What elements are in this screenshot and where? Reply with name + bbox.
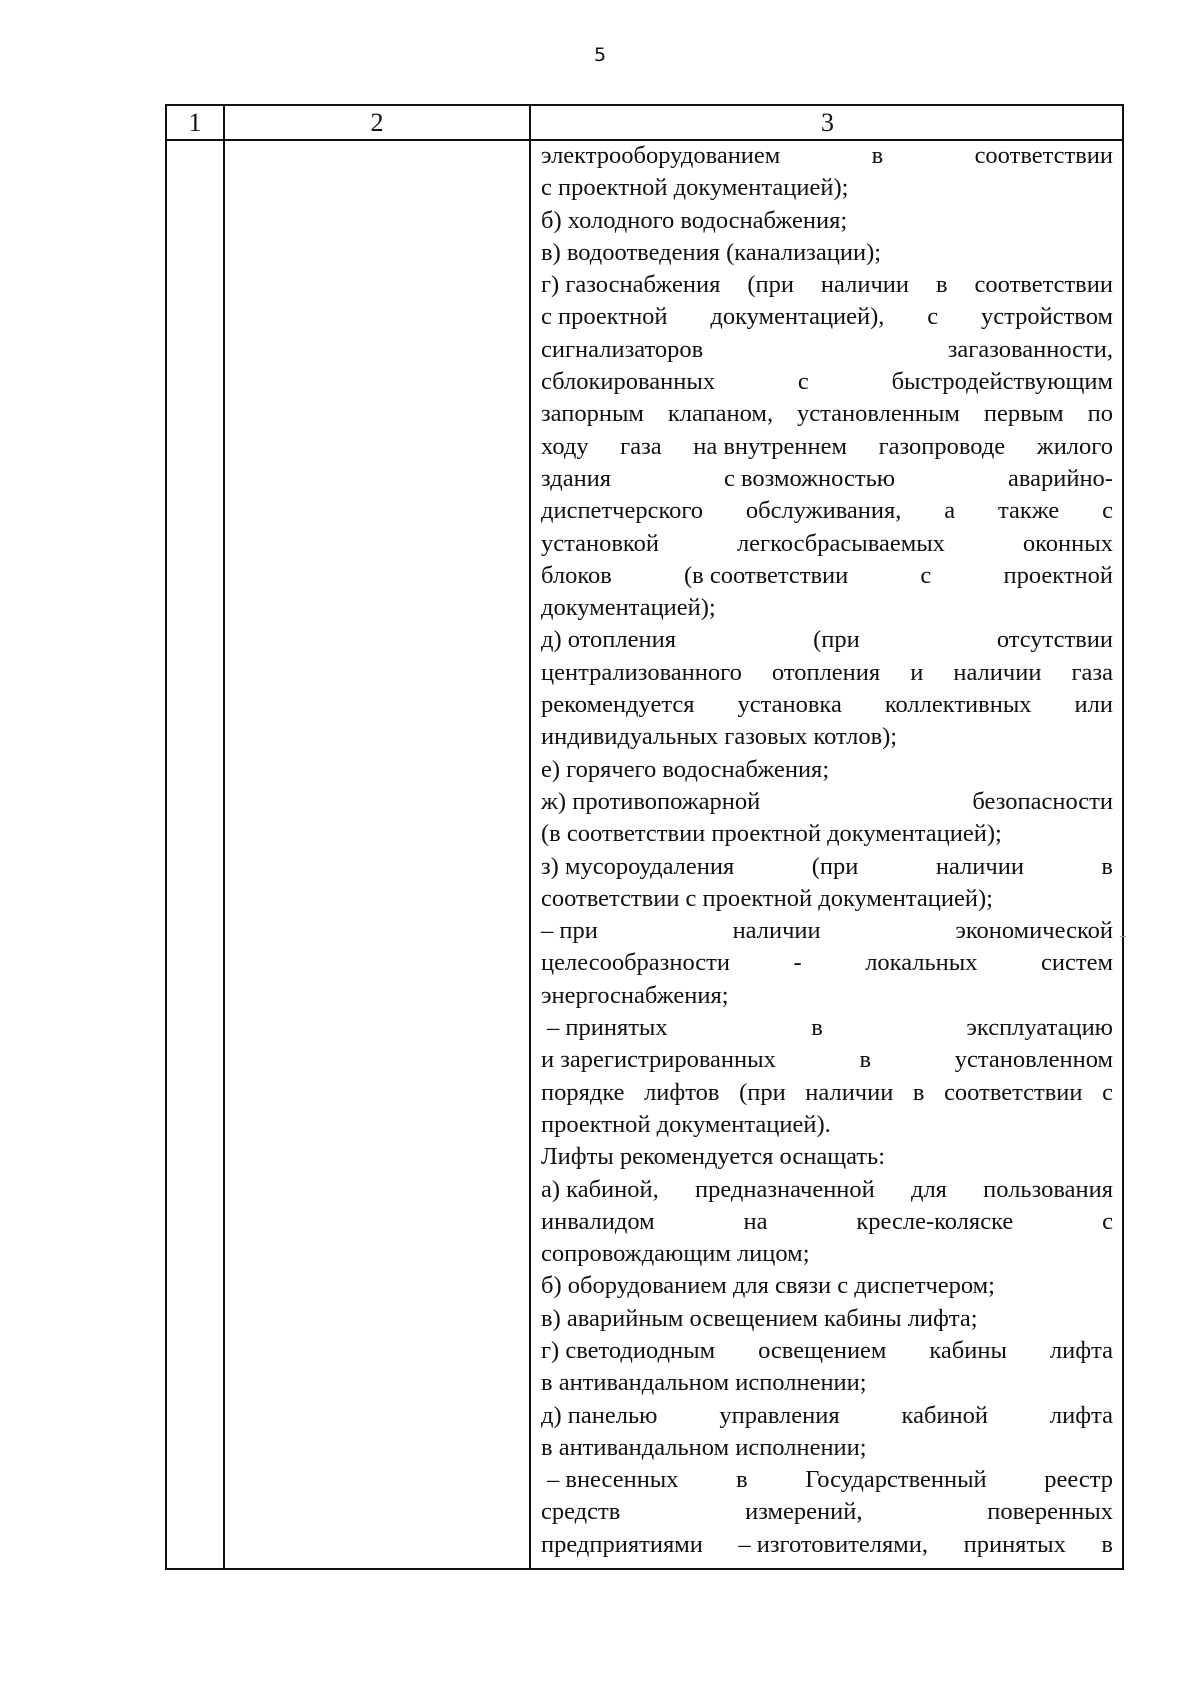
text-fragment: г) газоснабжения xyxy=(541,271,721,299)
text-fragment: наличии xyxy=(820,271,910,299)
header-cell-2: 2 xyxy=(370,108,384,137)
text-line xyxy=(541,140,1113,172)
text-fragment: предназначенной xyxy=(694,1175,875,1203)
text-line xyxy=(541,754,1113,786)
text-fragment: установленным xyxy=(797,400,960,428)
text-fragment: Лифты рекомендуется оснащать: xyxy=(541,1143,886,1171)
text-fragment: в xyxy=(1101,852,1113,880)
table-header-row xyxy=(167,106,1122,141)
text-fragment: с xyxy=(1102,497,1113,525)
text-fragment: здания xyxy=(541,464,612,492)
text-fragment: (при xyxy=(739,1078,786,1106)
text-line xyxy=(541,301,1113,333)
text-fragment: отсутствии xyxy=(996,626,1113,654)
text-fragment: пользования xyxy=(983,1175,1113,1203)
text-line xyxy=(541,883,1113,915)
text-fragment: в xyxy=(736,1466,748,1494)
text-fragment: с xyxy=(1102,1078,1113,1106)
text-line xyxy=(541,431,1113,463)
text-line xyxy=(541,721,1113,753)
text-fragment: освещением xyxy=(758,1336,887,1364)
text-fragment: с проектной документацией); xyxy=(541,174,849,202)
text-fragment: проектной документацией). xyxy=(541,1110,831,1138)
text-line xyxy=(541,1335,1113,1367)
text-fragment: Государственный xyxy=(805,1466,987,1494)
text-fragment: газа xyxy=(620,432,662,460)
text-fragment: коллективных xyxy=(884,691,1032,719)
text-fragment: с xyxy=(920,561,932,589)
text-line xyxy=(541,657,1113,689)
text-fragment: наличии xyxy=(935,852,1024,880)
text-fragment: индивидуальных газовых котлов); xyxy=(541,723,898,751)
scan-mark xyxy=(1120,936,1126,937)
column-divider xyxy=(223,106,225,1568)
text-fragment: с xyxy=(797,368,809,396)
text-fragment: кабины xyxy=(929,1336,1007,1364)
text-line xyxy=(541,1141,1113,1173)
text-fragment: наличии xyxy=(953,658,1042,686)
text-fragment: рекомендуется xyxy=(541,691,695,719)
text-line xyxy=(541,624,1113,656)
text-fragment: в xyxy=(1101,1530,1113,1558)
text-fragment: в xyxy=(811,1014,823,1042)
text-line xyxy=(541,1044,1113,1076)
text-fragment: отопления xyxy=(771,658,881,686)
text-line xyxy=(541,1174,1113,1206)
text-line xyxy=(541,1400,1113,1432)
text-fragment: ж) противопожарной xyxy=(541,787,761,815)
text-line xyxy=(541,786,1113,818)
text-fragment: по xyxy=(1087,400,1113,428)
text-fragment: на внутреннем xyxy=(693,432,847,460)
text-fragment: легкосбрасываемых xyxy=(736,529,945,557)
text-fragment: сблокированных xyxy=(541,368,716,396)
text-fragment: соответствии с проектной документацией); xyxy=(541,884,993,912)
text-fragment: в антивандальном исполнении; xyxy=(541,1433,867,1461)
text-line xyxy=(541,366,1113,398)
text-fragment: для xyxy=(910,1175,947,1203)
text-fragment: наличии xyxy=(805,1078,894,1106)
text-line xyxy=(541,205,1113,237)
text-fragment: д) отопления xyxy=(541,626,677,654)
text-fragment: блоков xyxy=(541,561,612,589)
text-fragment: или xyxy=(1074,691,1113,719)
text-fragment: энергоснабжения; xyxy=(541,981,729,1009)
text-fragment: а) кабиной, xyxy=(541,1175,659,1203)
text-fragment: газопроводе xyxy=(878,432,1006,460)
column-3-text xyxy=(541,140,1113,1561)
text-fragment: управления xyxy=(719,1401,840,1429)
text-line xyxy=(541,689,1113,721)
text-fragment: установленном xyxy=(954,1046,1113,1074)
text-line xyxy=(541,1109,1113,1141)
text-fragment: с возможностью xyxy=(723,464,896,492)
text-fragment: с xyxy=(1102,1207,1113,1235)
text-fragment: (в соответствии xyxy=(683,561,849,589)
text-fragment: также xyxy=(998,497,1060,525)
text-fragment: документацией), xyxy=(710,303,885,331)
text-fragment: е) горячего водоснабжения; xyxy=(541,755,830,783)
text-fragment: с xyxy=(927,303,939,331)
text-line xyxy=(541,334,1113,366)
text-fragment: поверенных xyxy=(987,1498,1113,1526)
text-fragment: кабиной xyxy=(901,1401,989,1429)
text-fragment: и xyxy=(910,658,924,686)
text-fragment: в xyxy=(912,1078,925,1106)
text-fragment: загазованности, xyxy=(947,335,1113,363)
text-fragment: з) мусороудаления xyxy=(541,852,735,880)
text-fragment: устройством xyxy=(980,303,1113,331)
text-fragment: проектной xyxy=(1003,561,1113,589)
text-line xyxy=(541,851,1113,883)
text-fragment: в) аварийным освещением кабины лифта; xyxy=(541,1304,978,1332)
text-fragment: с проектной xyxy=(541,303,668,331)
text-fragment: установкой xyxy=(541,529,659,557)
text-fragment: лифта xyxy=(1049,1336,1113,1364)
text-fragment: диспетчерского xyxy=(541,497,704,525)
text-fragment: – внесенных xyxy=(547,1466,679,1494)
text-fragment: (при xyxy=(813,626,860,654)
text-fragment: лифтов xyxy=(644,1078,720,1106)
text-fragment: сопровождающим лицом; xyxy=(541,1240,810,1268)
text-fragment: ходу xyxy=(541,432,589,460)
document-table xyxy=(165,104,1124,1570)
text-fragment: клапаном, xyxy=(667,400,774,428)
text-fragment: (в соответствии проектной документацией); xyxy=(541,820,1002,848)
text-fragment: б) оборудованием для связи с диспетчером; xyxy=(541,1272,995,1300)
text-line xyxy=(541,1367,1113,1399)
text-fragment: локальных xyxy=(865,949,978,977)
text-line xyxy=(541,1012,1113,1044)
header-cell-3: 3 xyxy=(821,108,834,137)
text-fragment: в xyxy=(871,142,884,169)
text-line xyxy=(541,398,1113,430)
text-line xyxy=(541,1206,1113,1238)
text-line xyxy=(541,528,1113,560)
text-fragment: (при xyxy=(747,271,794,299)
text-fragment: аварийно- xyxy=(1007,464,1113,492)
text-fragment: газа xyxy=(1071,658,1113,686)
text-line xyxy=(541,1464,1113,1496)
text-fragment: - xyxy=(793,949,802,977)
text-fragment: – при xyxy=(541,917,598,945)
text-fragment: порядке xyxy=(541,1078,625,1106)
text-fragment: принятых xyxy=(963,1530,1066,1558)
text-fragment: в) водоотведения (канализации); xyxy=(541,238,882,266)
text-fragment: в антивандальном исполнении; xyxy=(541,1369,867,1397)
text-line xyxy=(541,818,1113,850)
text-fragment: средств xyxy=(541,1498,621,1526)
text-line xyxy=(541,463,1113,495)
text-fragment: документацией); xyxy=(541,594,716,622)
text-fragment: – принятых xyxy=(547,1014,668,1042)
text-fragment: установка xyxy=(737,691,842,719)
text-fragment: эксплуатацию xyxy=(966,1014,1113,1042)
text-line xyxy=(541,1077,1113,1109)
text-fragment: централизованного xyxy=(541,658,742,686)
text-fragment: предприятиями xyxy=(541,1530,703,1558)
text-fragment: а xyxy=(944,497,956,525)
text-line xyxy=(541,1432,1113,1464)
text-fragment: первым xyxy=(983,400,1064,428)
text-fragment: лифта xyxy=(1049,1401,1113,1429)
text-line xyxy=(541,1303,1113,1335)
text-fragment: г) светодиодным xyxy=(541,1336,716,1364)
text-fragment: систем xyxy=(1041,949,1113,977)
column-divider xyxy=(529,106,531,1568)
text-line xyxy=(541,560,1113,592)
text-line xyxy=(541,592,1113,624)
header-cell-1: 1 xyxy=(188,108,202,137)
text-fragment: соответствии xyxy=(944,1078,1083,1106)
text-fragment: обслуживания, xyxy=(745,497,902,525)
page-number: 5 xyxy=(593,44,607,66)
text-line xyxy=(541,915,1113,947)
text-line xyxy=(541,269,1113,301)
text-line xyxy=(541,1238,1113,1270)
text-fragment: соответствии xyxy=(974,271,1113,299)
text-line xyxy=(541,980,1113,1012)
text-line xyxy=(541,1270,1113,1302)
text-fragment: кресле-коляске xyxy=(856,1207,1014,1235)
text-fragment: целесообразности xyxy=(541,949,731,977)
text-fragment: наличии xyxy=(732,917,821,945)
text-fragment: на xyxy=(743,1207,768,1235)
text-fragment: быстродействующим xyxy=(891,368,1113,396)
text-fragment: (при xyxy=(811,852,859,880)
text-fragment: сигнализаторов xyxy=(541,335,704,363)
text-line xyxy=(541,947,1113,979)
text-fragment: и зарегистрированных xyxy=(541,1046,776,1074)
text-fragment: жилого xyxy=(1036,432,1113,460)
text-fragment: в xyxy=(859,1046,872,1074)
text-fragment: оконных xyxy=(1022,529,1113,557)
text-fragment: соответствии xyxy=(974,142,1113,169)
text-fragment: инвалидом xyxy=(541,1207,655,1235)
text-fragment: в xyxy=(935,271,948,299)
text-line xyxy=(541,495,1113,527)
text-line xyxy=(541,172,1113,204)
text-fragment: электрооборудованием xyxy=(541,142,781,169)
text-fragment: безопасности xyxy=(972,787,1113,815)
text-fragment: реестр xyxy=(1044,1466,1113,1494)
text-fragment: измерений, xyxy=(745,1498,863,1526)
text-line xyxy=(541,1496,1113,1528)
text-fragment: экономической xyxy=(955,917,1113,945)
text-fragment: – изготовителями, xyxy=(738,1530,929,1558)
text-fragment: запорным xyxy=(541,400,644,428)
text-line xyxy=(541,237,1113,269)
text-line xyxy=(541,1529,1113,1561)
text-fragment: б) холодного водоснабжения; xyxy=(541,206,848,234)
text-fragment: д) панелью xyxy=(541,1401,658,1429)
